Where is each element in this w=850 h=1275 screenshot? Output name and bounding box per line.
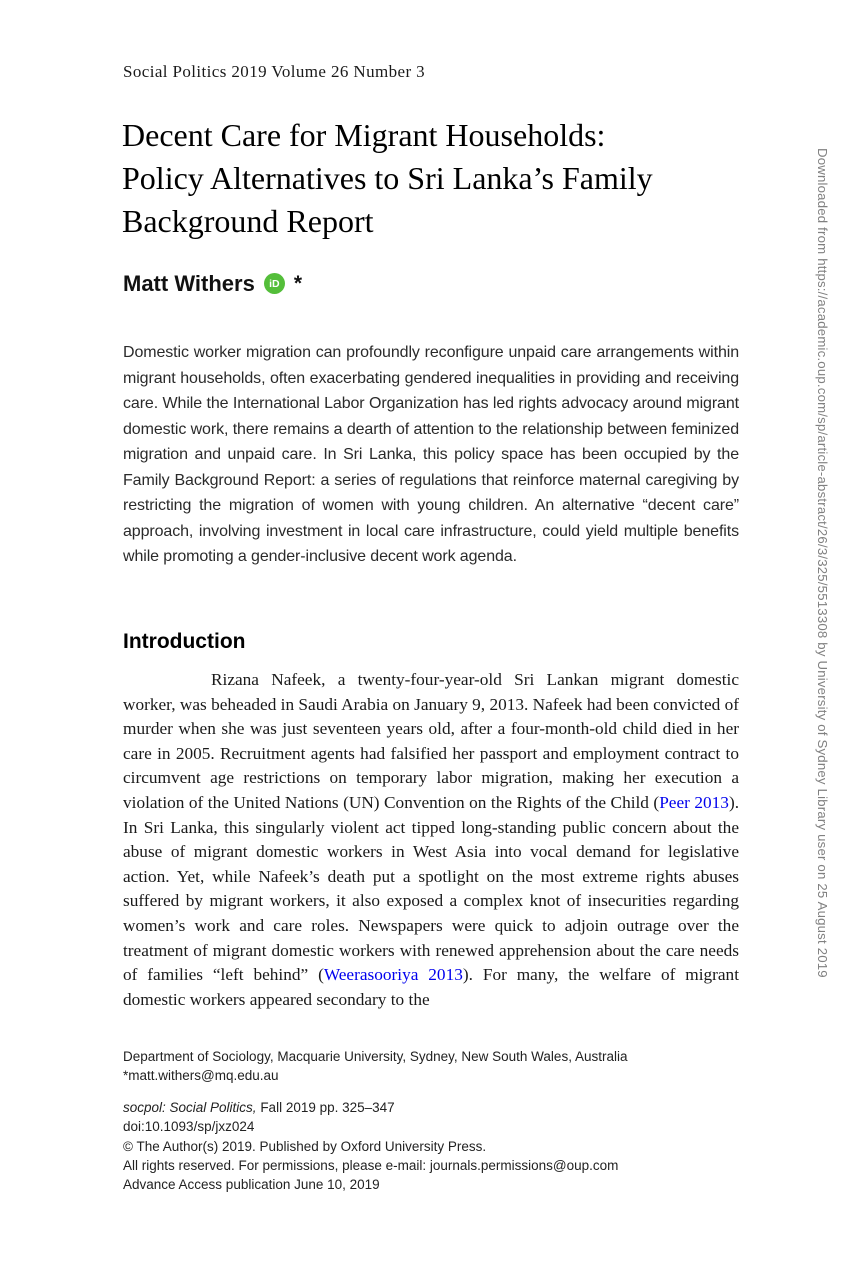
journal-citation-rest: Fall 2019 pp. 325–347 (256, 1100, 395, 1115)
advance-access-line: Advance Access publication June 10, 2019 (123, 1177, 380, 1193)
intro-text-3: ). For many, the welfare of migrant domestic workers appeared secondary to the (123, 965, 739, 1009)
copyright-line: © The Author(s) 2019. Published by Oxford University Press. (123, 1138, 487, 1154)
title-line-3: Background Report (122, 203, 374, 239)
doi-line: doi:10.1093/sp/jxz024 (123, 1119, 255, 1135)
imprint-block (123, 1098, 739, 1194)
orcid-icon[interactable]: iD (264, 273, 285, 294)
journal-header: Social Politics 2019 Volume 26 Number 3 (123, 62, 426, 81)
intro-text-2: ). In Sri Lanka, this singularly violent act tipped long-standing public concern about the abuse of migrant domestic workers in West Asia into vocal demand for legislative action. Yet, while Nafeek’s death put a spotlight on the most extreme rights abuses suffered by migrant workers, it also exposed a complex knot of insecurities regarding women’s work and care roles. Newspapers were quick to adjoin outrage over the treatment of migrant domestic workers with renewed apprehension about the care needs of families “left behind” ( (123, 792, 740, 985)
intro-paragraph (123, 668, 739, 1012)
permissions-line: All rights reserved. For permissions, please e-mail: journals.permissions@oup.com (123, 1157, 619, 1173)
author-name: Matt Withers (123, 270, 255, 296)
citation-link-weerasooriya-2013[interactable]: Weerasooriya 2013 (323, 965, 463, 985)
section-heading-introduction: Introduction (123, 630, 246, 653)
journal-citation-line (123, 1098, 739, 1117)
title-line-2: Policy Alternatives to Sri Lanka’s Family (122, 160, 653, 196)
citation-link-peer-2013[interactable]: Peer 2013 (659, 792, 729, 812)
title-line-1: Decent Care for Migrant Households: (122, 117, 606, 153)
affiliation-note: Department of Sociology, Macquarie University, Sydney, New South Wales, Australia (123, 1049, 628, 1064)
intro-text-1: Rizana Nafeek, a twenty-four-year-old Sri Lankan migrant domestic worker, was beheaded in Saudi Arabia on January 9, 2013. Nafeek had been convicted of murder when she was just seventeen years old, after a four-month-old child died in her care in 2005. Recruitment agents had falsified her passport and employment contract to circumvent age restrictions on temporary labor migration, making her execution a violation of the United Nations (UN) Convention on the Rights of the Child ( (123, 670, 739, 812)
journal-citation-italic: socpol: Social Politics, (123, 1100, 257, 1115)
abstract-text: Domestic worker migration can profoundly reconfigure unpaid care arrangements within migrant households, often exacerbating gendered inequalities in providing and receiving care. While the International Labor Organization has led rights advocacy around migrant domestic work, there remains a dearth of attention to the relationship between feminized migration and unpaid care. In Sri Lanka, this policy space has been occupied by the Family Background Report: a series of regulations that reinforce maternal caregiving by restricting the migration of women with young children. An alternative “decent care” approach, involving investment in local care infrastructure, could yield multiple benefits while promoting a gender-inclusive decent work agenda. (123, 344, 739, 565)
footnote-block (123, 1047, 739, 1085)
author-row (123, 270, 302, 297)
article-title (122, 114, 772, 243)
download-watermark: Downloaded from https://academic.oup.com/sp/article-abstract/26/3/325/5513308 by University of Sydney Library user on 25 August 2019 (815, 148, 830, 978)
author-corresponding-asterisk: * (293, 272, 302, 295)
corresponding-email-note: *matt.withers@mq.edu.au (123, 1068, 279, 1083)
